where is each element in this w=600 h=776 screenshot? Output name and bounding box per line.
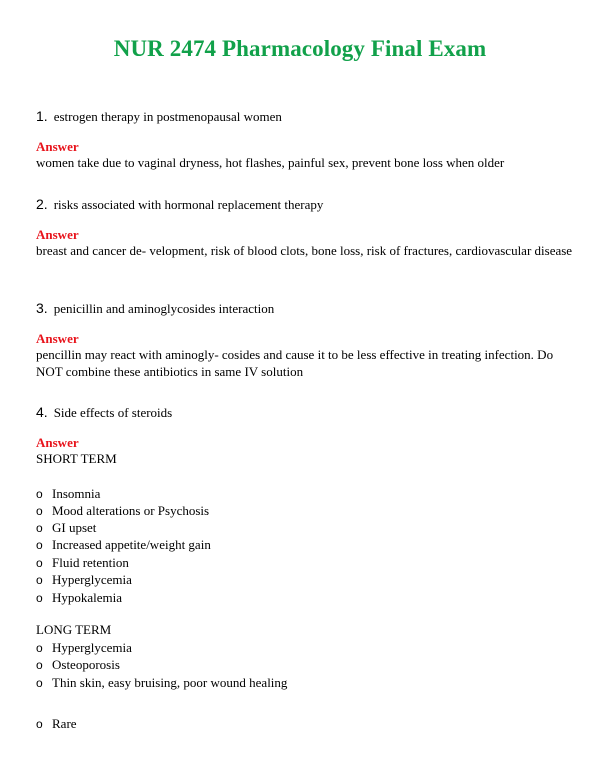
question-number: 2. [36, 196, 48, 212]
answer-text: SHORT TERM [36, 451, 117, 466]
list-item: o Thin skin, easy bruising, poor wound healing [36, 675, 288, 690]
bullet-icon: o [36, 573, 43, 587]
answer-text: pencillin may react with aminogly- cosides and cause it to be less effective in treating infection. Do NOT combine these antibiotics in same IV solution [36, 347, 554, 379]
question-text: risks associated with hormonal replacement therapy [53, 197, 324, 212]
bullet-icon: o [36, 556, 43, 570]
question-text: estrogen therapy in postmenopausal women [53, 109, 282, 124]
bullet-icon: o [36, 521, 43, 535]
long-term-heading: LONG TERM [36, 622, 112, 637]
question-3 [36, 300, 274, 317]
answer-label: Answer [36, 227, 79, 242]
question-4 [36, 404, 172, 421]
list-item: o Hyperglycemia [36, 640, 132, 655]
list-item: o GI upset [36, 520, 97, 535]
bullet-icon: o [36, 717, 43, 731]
bullet-icon: o [36, 641, 43, 655]
list-item: o Hypokalemia [36, 590, 123, 605]
question-number: 3. [36, 300, 48, 316]
list-item: o Rare [36, 716, 77, 731]
bullet-icon: o [36, 487, 43, 501]
list-item: o Osteoporosis [36, 657, 120, 672]
bullet-icon: o [36, 504, 43, 518]
list-item: o Increased appetite/weight gain [36, 537, 211, 552]
bullet-icon: o [36, 658, 43, 672]
answer-text: women take due to vaginal dryness, hot flashes, painful sex, prevent bone loss when older [36, 155, 505, 170]
bullet-icon: o [36, 591, 43, 605]
question-number: 1. [36, 108, 48, 124]
question-1 [36, 108, 282, 125]
question-text: penicillin and aminoglycosides interaction [53, 301, 275, 316]
list-item: o Insomnia [36, 486, 101, 501]
answer-label: Answer [36, 435, 79, 450]
answer-label: Answer [36, 139, 79, 154]
answer-text: breast and cancer de- velopment, risk of blood clots, bone loss, risk of fractures, cardiovascular disease [36, 243, 573, 258]
question-2 [36, 196, 323, 213]
bullet-icon: o [36, 538, 43, 552]
list-item: o Fluid retention [36, 555, 129, 570]
page-title: NUR 2474 Pharmacology Final Exam [113, 36, 487, 61]
question-text: Side effects of steroids [53, 405, 173, 420]
answer-label: Answer [36, 331, 79, 346]
bullet-icon: o [36, 676, 43, 690]
list-item: o Mood alterations or Psychosis [36, 503, 210, 518]
list-item: o Hyperglycemia [36, 572, 132, 587]
question-number: 4. [36, 404, 48, 420]
